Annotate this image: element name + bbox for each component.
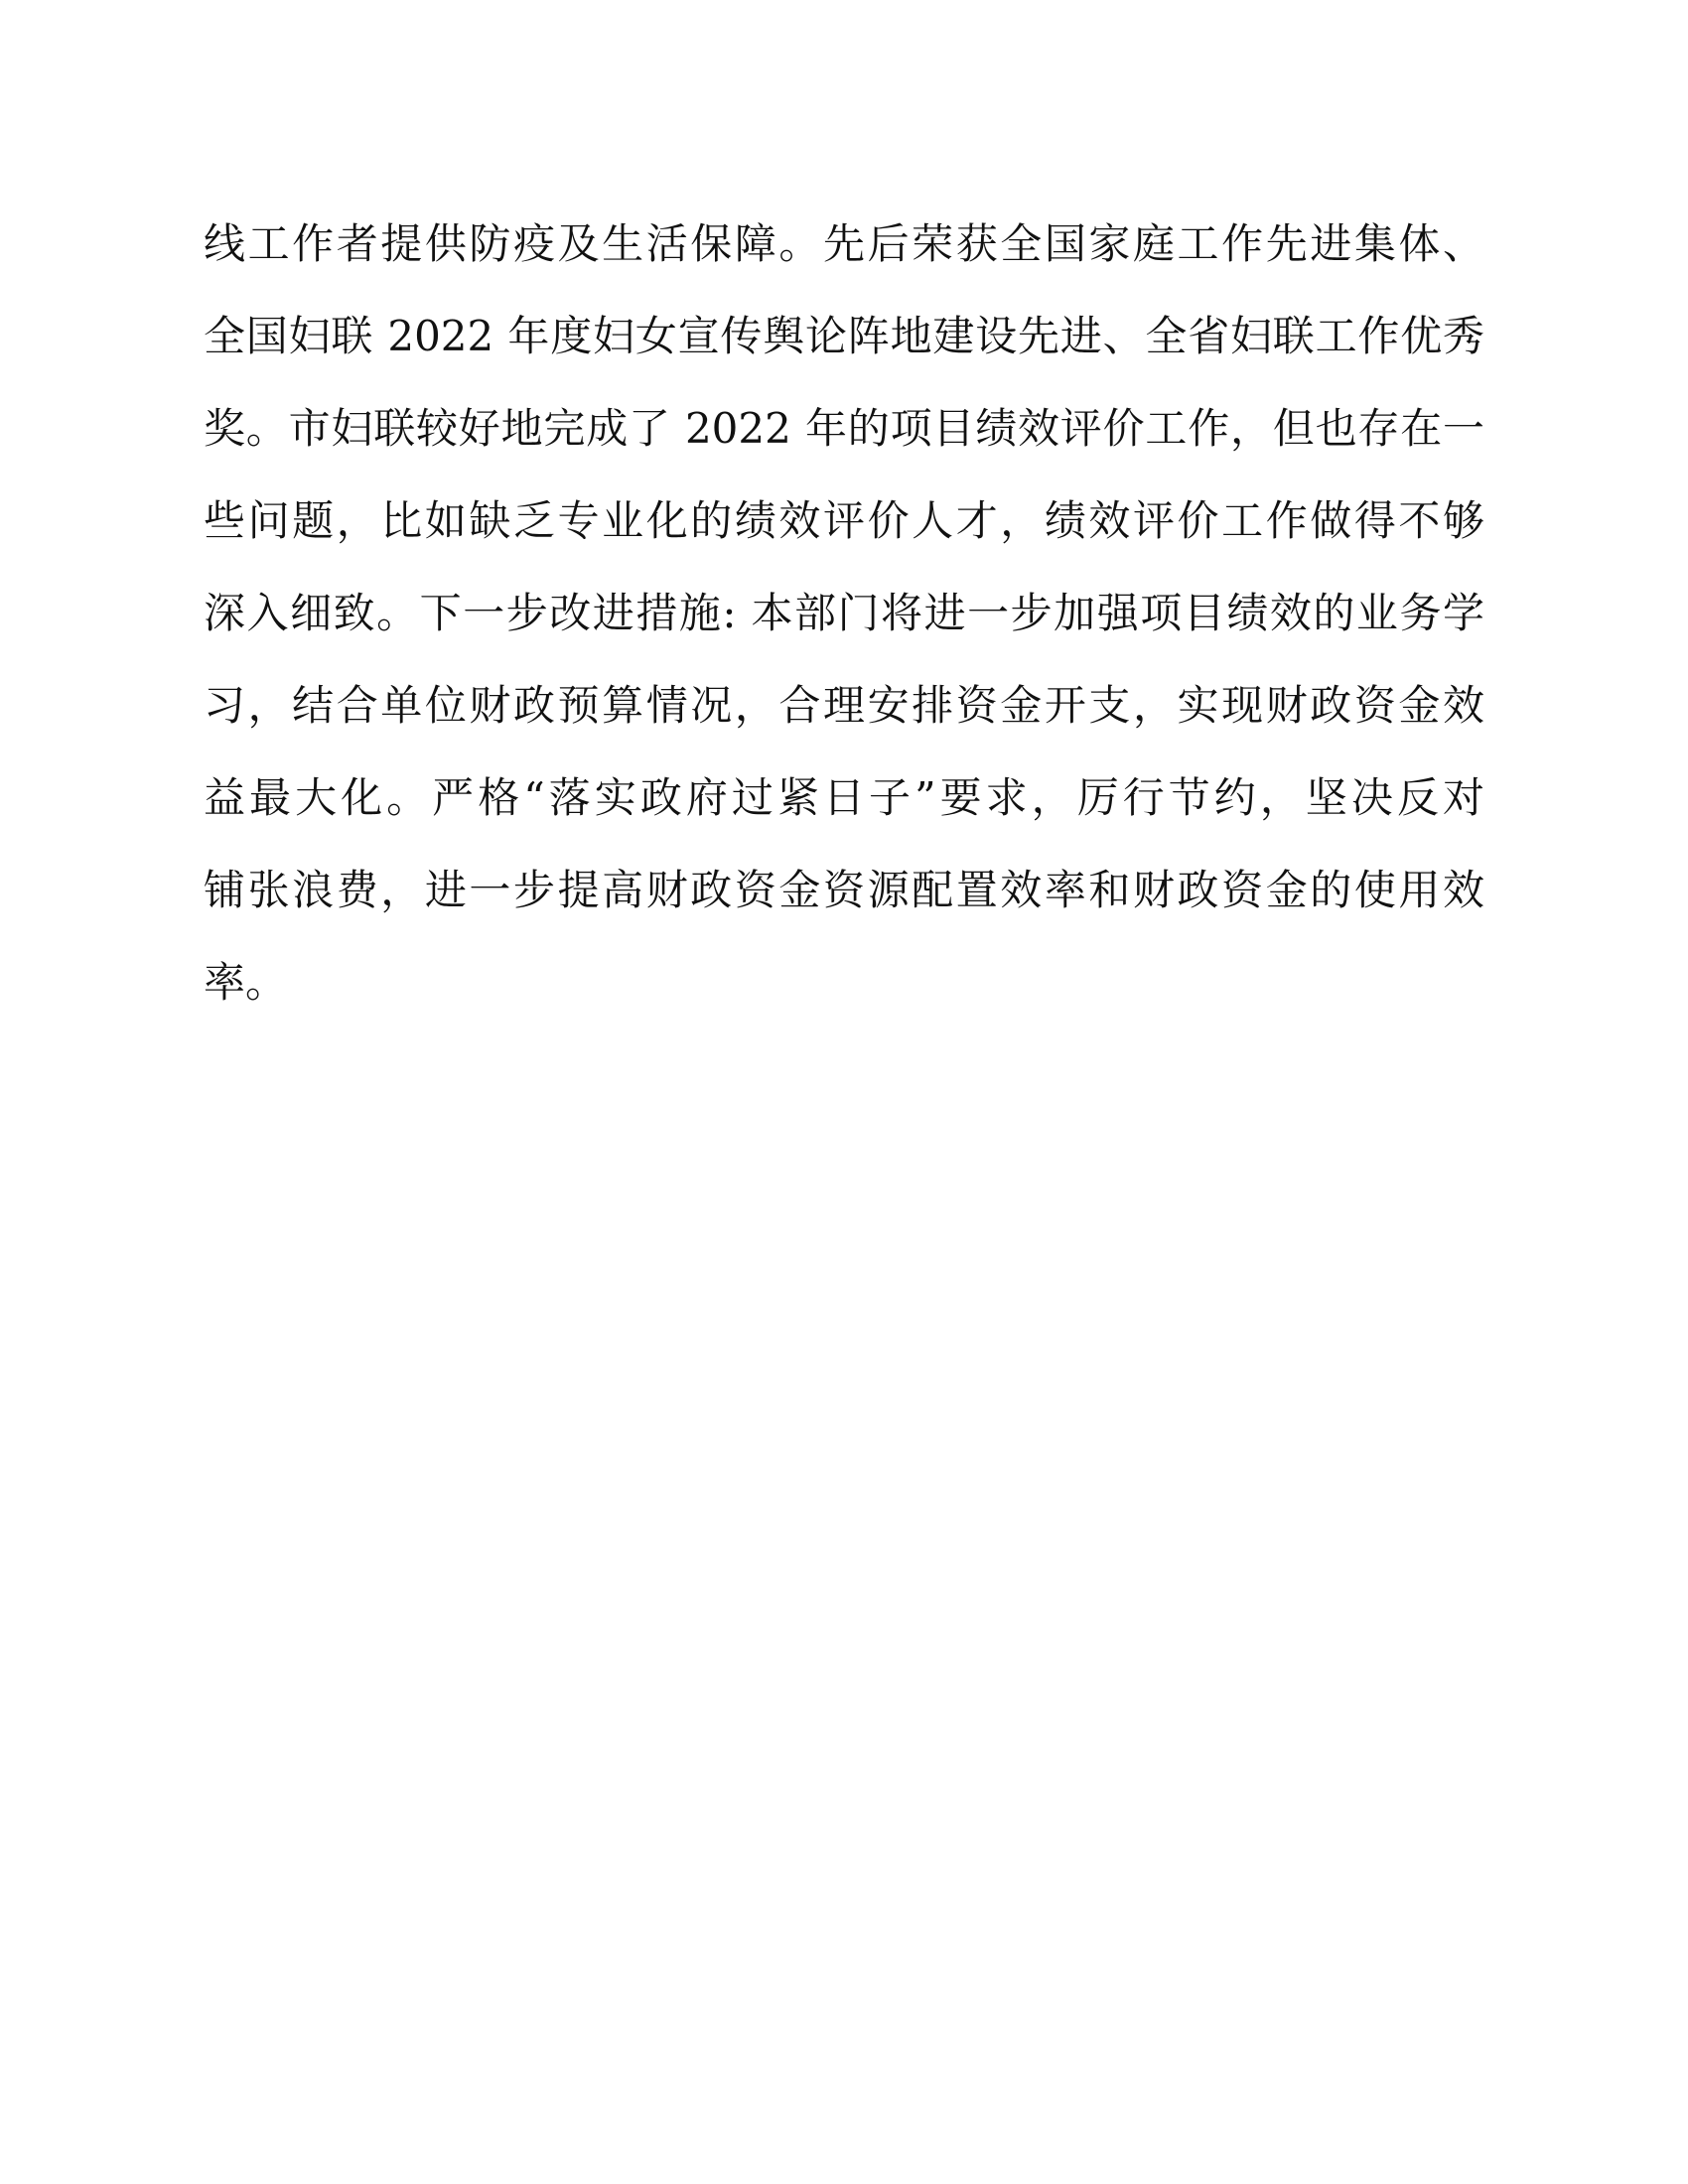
- body-paragraph: [204, 206, 1484, 1037]
- text-line: 全国妇联 2022 年度妇女宣传舆论阵地建设先进、全省妇联工作优秀: [204, 312, 1484, 360]
- text-line: 习，结合单位财政预算情况，合理安排资金开支，实现财政资金效: [204, 681, 1484, 730]
- text-line: 深入细致。下一步改进措施: 本部门将进一步加强项目绩效的业务学: [204, 589, 1484, 637]
- text-line: 些问题，比如缺乏专业化的绩效评价人才，绩效评价工作做得不够: [204, 496, 1484, 545]
- text-line: 率。: [204, 958, 288, 1007]
- text-line: 益最大化。严格“落实政府过紧日子”要求，厉行节约，坚决反对: [204, 773, 1484, 822]
- text-line: 奖。市妇联较好地完成了 2022 年的项目绩效评价工作，但也存在一: [204, 404, 1484, 453]
- text-line: 铺张浪费，进一步提高财政资金资源配置效率和财政资金的使用效: [204, 866, 1484, 914]
- text-line: 线工作者提供防疫及生活保障。先后荣获全国家庭工作先进集体、: [204, 219, 1484, 268]
